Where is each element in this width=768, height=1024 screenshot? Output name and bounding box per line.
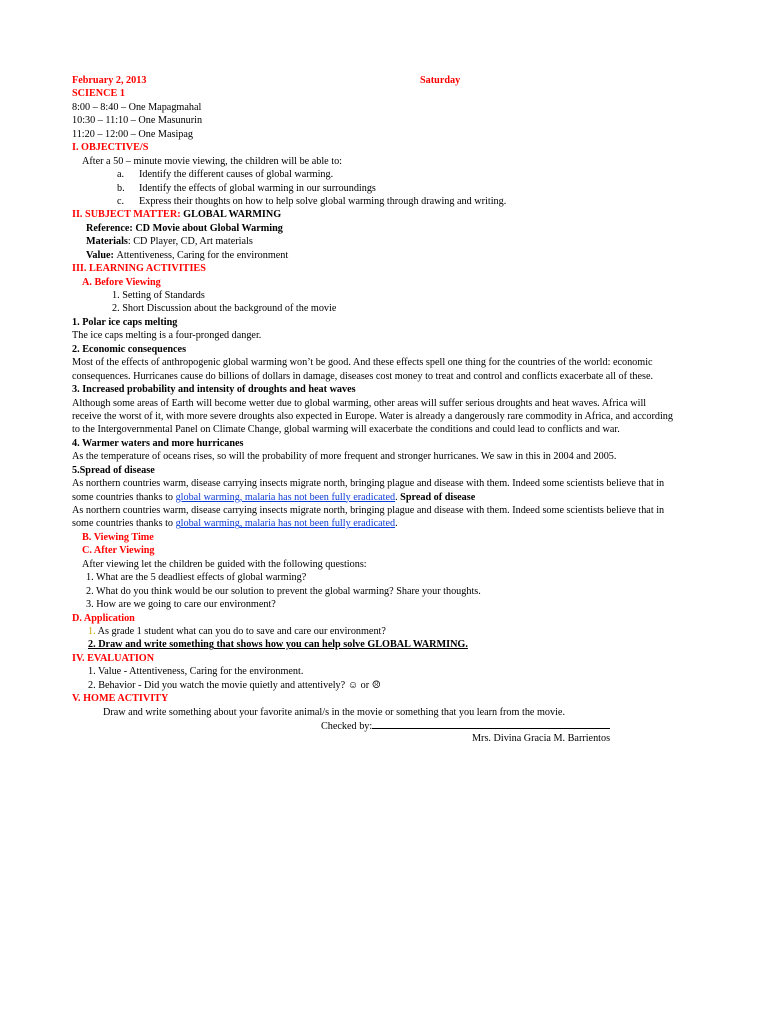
- effect-text: receive the worst of it, with more severe droughts also expected in Europe. Water is already a dangerously rare commodity in Africa, and according: [72, 410, 673, 422]
- effect-text: As northern countries warm, disease carrying insects migrate north, bringing plague and disease with them. Indeed some scientists believe that in: [72, 478, 665, 490]
- effect-text: As northern countries warm, disease carrying insects migrate north, bringing plague and disease with them. Indeed some scientists believe that in: [72, 505, 665, 516]
- evaluation-item: 2. Behavior - Did you watch the movie quietly and attentively? ☺ or ☹: [88, 679, 381, 691]
- objectives-heading: I. OBJECTIVE/S: [72, 142, 149, 154]
- materials-value: : CD Player, CD, Art materials: [127, 236, 253, 248]
- after-intro: After viewing let the children be guided with the following questions:: [82, 558, 367, 570]
- effect-text-part: some countries thanks to: [72, 491, 176, 503]
- before-item: 1. Setting of Standards: [112, 290, 205, 301]
- effect-text: Although some areas of Earth will become wetter due to global warming, other areas will suffer serious droughts and heat waves. Africa will: [72, 397, 647, 409]
- schedule-line: 11:20 – 12:00 – One Masipag: [72, 128, 194, 140]
- application-item: [72, 638, 768, 651]
- objective-item: [72, 168, 768, 181]
- materials-label: Materials: [86, 236, 128, 248]
- effect-text: consequences. Hurricanes cause do billions of dollars in damage, diseases cost money to treat and control and conflicts exacerbate all of these.: [72, 370, 654, 382]
- after-viewing-heading: C. After Viewing: [82, 545, 155, 557]
- objective-text: Express their thoughts on how to help solve global warming through drawing and writing.: [139, 195, 507, 207]
- objective-marker: b.: [117, 182, 125, 194]
- malaria-link[interactable]: global warming, malaria has not been fully eradicated: [175, 491, 396, 503]
- effect-text: to the Intergovernmental Panel on Climate Change, global warming will exacerbate the conditions and could lead to conflicts and war.: [72, 424, 620, 436]
- effect-text: [72, 517, 768, 530]
- signature-line: [372, 719, 610, 729]
- before-viewing-heading: A. Before Viewing: [82, 276, 161, 288]
- effect-title: 5.Spread of disease: [72, 464, 155, 476]
- objective-text: Identify the different causes of global warming.: [139, 169, 334, 181]
- application-text: As grade 1 student what can you do to save and care our environment?: [95, 625, 386, 637]
- inline-effect-title: Spread of disease: [400, 491, 476, 503]
- reference-value: CD Movie about Global Warming: [135, 222, 283, 234]
- effect-title: 1. Polar ice caps melting: [72, 316, 178, 328]
- application-heading: D. Application: [72, 612, 135, 624]
- effect-text-part: .: [395, 518, 398, 530]
- checked-by-label: Checked by:: [321, 721, 373, 732]
- effect-text-part: .: [395, 491, 401, 503]
- effect-title: 4. Warmer waters and more hurricanes: [72, 437, 244, 449]
- reference-line: [72, 222, 768, 235]
- application-text: 2. Draw and write something that shows how you can help solve GLOBAL WARMING.: [88, 639, 468, 651]
- after-question: 1. What are the 5 deadliest effects of global warming?: [86, 572, 307, 584]
- value-label: Value:: [86, 249, 117, 261]
- effect-text: [72, 491, 768, 504]
- header-line: [72, 74, 768, 87]
- home-activity-heading: V. HOME ACTIVITY: [72, 693, 169, 705]
- effect-title: 2. Economic consequences: [72, 343, 187, 355]
- objective-text: Identify the effects of global warming in our surroundings: [139, 182, 376, 194]
- viewing-time-heading: B. Viewing Time: [82, 531, 154, 543]
- date-text: February 2, 2013: [72, 75, 147, 86]
- day-text: Saturday: [420, 75, 461, 86]
- subject-matter-heading: [72, 208, 768, 221]
- objective-item: [72, 195, 768, 208]
- effect-text: Most of the effects of anthropogenic global warming won’t be good. And these effects spell one thing for the countries of the world: economic: [72, 357, 653, 369]
- effect-title: 3. Increased probability and intensity of droughts and heat waves: [72, 384, 356, 396]
- evaluation-item: 1. Value - Attentiveness, Caring for the environment.: [88, 666, 304, 678]
- application-item: [72, 625, 768, 638]
- checked-by-line: [72, 719, 768, 732]
- objective-item: [72, 182, 768, 195]
- evaluation-heading: IV. EVALUATION: [72, 652, 155, 664]
- signatory-name: Mrs. Divina Gracia M. Barrientos: [472, 733, 611, 745]
- after-question: 3. How are we going to care our environment?: [86, 599, 276, 611]
- effect-text: As the temperature of oceans rises, so will the probability of more frequent and stronger hurricanes. We saw in this in 2004 and 2005.: [72, 451, 617, 463]
- effect-text: The ice caps melting is a four-pronged danger.: [72, 330, 262, 342]
- after-question: 2. What do you think would be our solution to prevent the global warming? Share your thoughts.: [86, 585, 481, 597]
- lesson-plan: [72, 74, 768, 746]
- subject-matter-label: II. SUBJECT MATTER:: [72, 209, 184, 221]
- schedule-line: 8:00 – 8:40 – One Mapagmahal: [72, 101, 202, 113]
- home-activity-text: Draw and write something about your favorite animal/s in the movie or something that you learn from the movie.: [103, 706, 566, 718]
- objective-marker: a.: [117, 169, 125, 181]
- subject-matter-value: GLOBAL WARMING: [183, 209, 282, 221]
- effect-text-part: some countries thanks to: [72, 518, 176, 530]
- schedule-line: 10:30 – 11:10 – One Masunurin: [72, 115, 203, 127]
- objective-marker: c.: [117, 195, 125, 207]
- malaria-link[interactable]: global warming, malaria has not been fully eradicated: [175, 518, 396, 530]
- value-line: [72, 249, 768, 262]
- application-number: 1.: [88, 625, 96, 637]
- before-item: 2. Short Discussion about the background of the movie: [112, 303, 337, 315]
- learning-heading: III. LEARNING ACTIVITIES: [72, 263, 206, 275]
- reference-label: Reference:: [86, 222, 136, 234]
- subject-title: SCIENCE 1: [72, 88, 125, 100]
- value-value: Attentiveness, Caring for the environment: [116, 249, 289, 261]
- objectives-intro: After a 50 – minute movie viewing, the children will be able to:: [82, 155, 342, 167]
- materials-line: [72, 235, 768, 248]
